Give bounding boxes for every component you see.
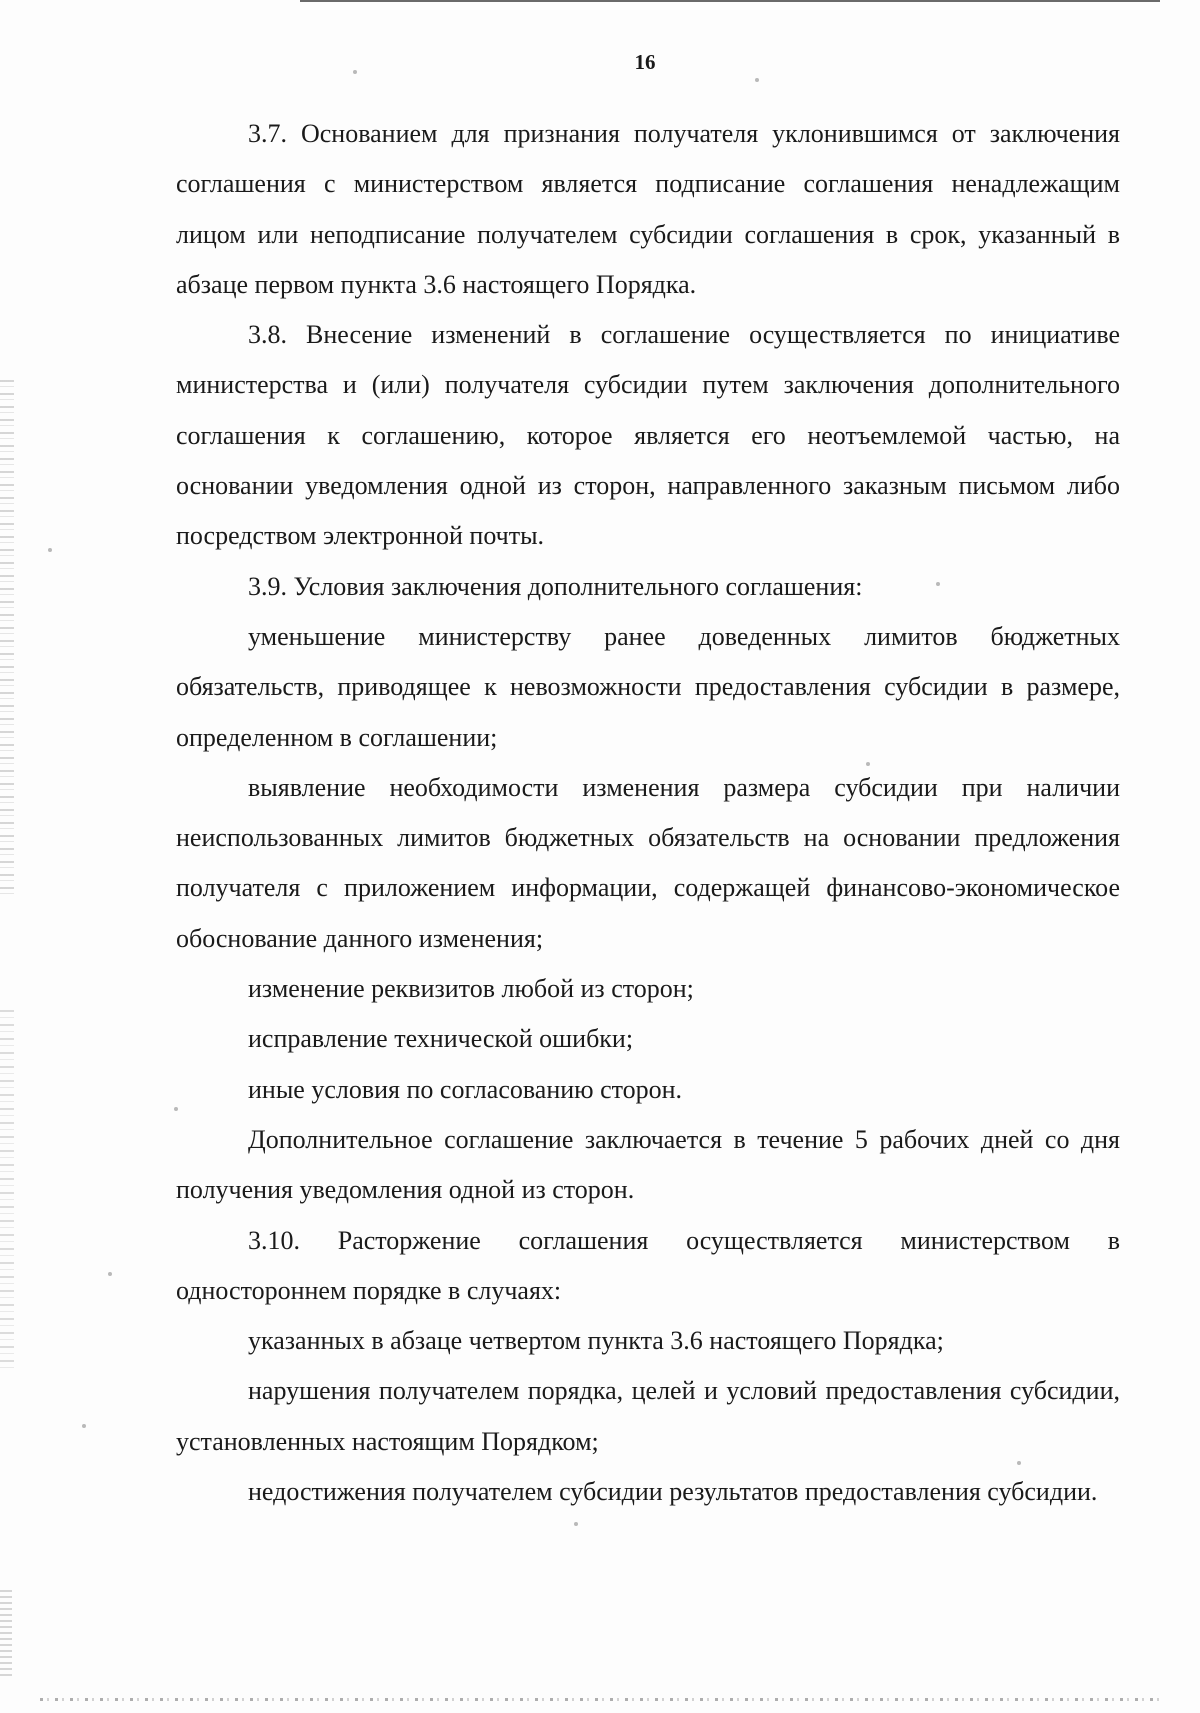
- scan-speck: [108, 1272, 112, 1276]
- termination-item-violation: нарушения получателем порядка, целей и условий предоставления субсидии, установленных настоящим Порядком;: [176, 1376, 1120, 1456]
- scan-speck: [574, 1522, 578, 1526]
- termination-item-clause-3-6: указанных в абзаце четвертом пункта 3.6 настоящего Порядка;: [248, 1326, 944, 1356]
- scan-edge-noise: [0, 380, 14, 900]
- condition-item-other: иные условия по согласованию сторон.: [248, 1074, 683, 1104]
- condition-item-limits-reduction: уменьшение министерству ранее доведенных лимитов бюджетных обязательств, приводящее к невозможности предоставления субсидии в размере, определенном в соглашении;: [176, 621, 1120, 752]
- condition-item-requisites: изменение реквизитов любой из сторон;: [248, 974, 694, 1004]
- scan-edge-noise: [0, 1590, 12, 1680]
- paragraph-3-8: 3.8. Внесение изменений в соглашение осуществляется по инициативе министерства и (или) получателя субсидии путем заключения дополнительного соглашения к соглашению, которое является его неотъемлемой частью, на основании уведомления одной из сторон, направленного заказным письмом либо посредством электронной почты.: [176, 320, 1120, 551]
- scan-speck: [82, 1424, 86, 1428]
- scan-edge-noise: [0, 1010, 14, 1370]
- condition-item-technical-error: исправление технической ошибки;: [248, 1024, 634, 1054]
- condition-item-size-change: выявление необходимости изменения размера субсидии при наличии неиспользованных лимитов бюджетных обязательств на основании предложения получателя с приложением информации, содержащей финансово-экономическое обоснование данного изменения;: [176, 772, 1120, 953]
- bottom-edge-noise: [40, 1698, 1160, 1701]
- paragraph-3-9-heading: 3.9. Условия заключения дополнительного соглашения:: [248, 571, 863, 601]
- termination-item-results: недостижения получателем субсидии результатов предоставления субсидии.: [248, 1477, 1098, 1507]
- page-number: 16: [634, 50, 656, 74]
- document-body: [176, 109, 1120, 1517]
- paragraph-additional-agreement-term: Дополнительное соглашение заключается в течение 5 рабочих дней со дня получения уведомления одной из сторон.: [176, 1124, 1120, 1205]
- scan-speck: [755, 78, 759, 82]
- paragraph-3-7: 3.7. Основанием для признания получателя уклонившимся от заключения соглашения с министерством является подписание соглашения ненадлежащим лицом или неподписание получателем субсидии соглашения в срок, указанный в абзаце первом пункта 3.6 настоящего Порядка.: [176, 119, 1120, 299]
- top-edge-line: [300, 0, 1160, 2]
- paragraph-3-10: 3.10. Расторжение соглашения осуществляется министерством в одностороннем порядке в случаях:: [176, 1225, 1120, 1305]
- scan-speck: [48, 548, 52, 552]
